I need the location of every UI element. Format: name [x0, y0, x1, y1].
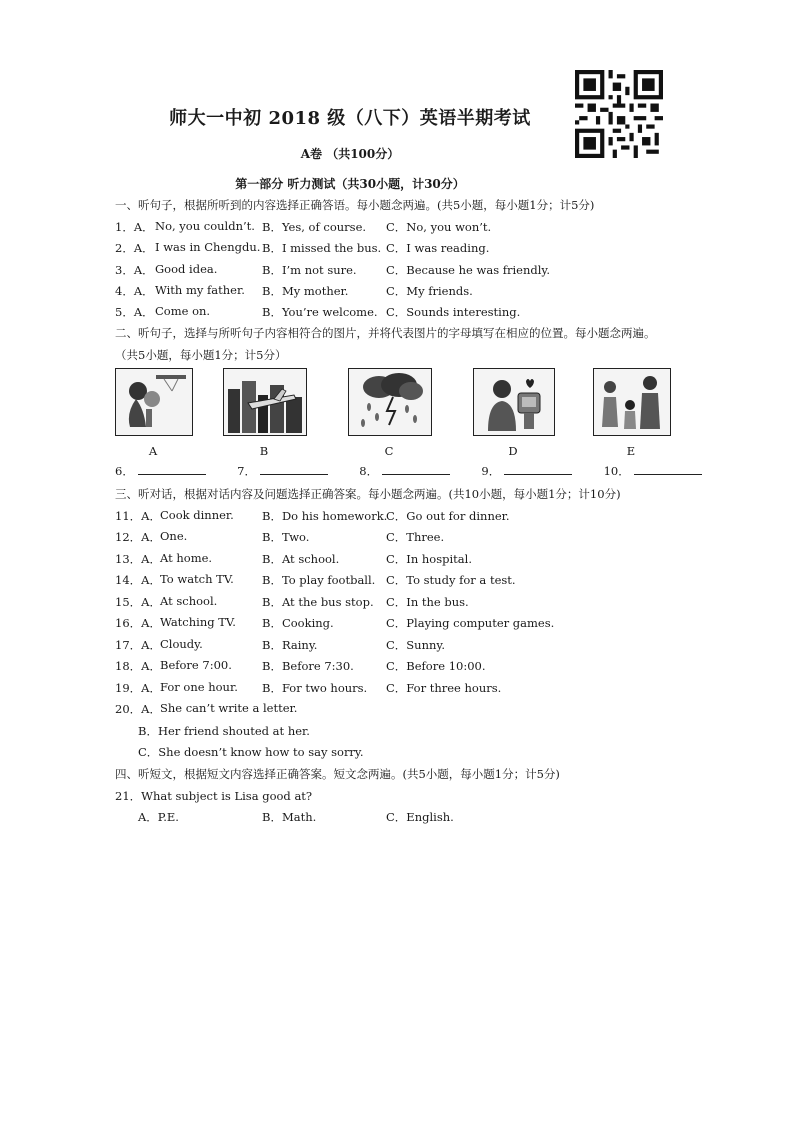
section2-instruction: 二、听句子，选择与所听句子内容相符合的图片，并将代表图片的字母填写在相应的位置。每小题念两遍。 — [115, 326, 656, 340]
blank-label-6: 6． — [115, 464, 134, 478]
question-21-stem: 21．What subject is Lisa good at? — [115, 789, 313, 803]
blank-label-9: 9． — [481, 464, 501, 478]
option-c[interactable]: C．For three hours. — [386, 681, 502, 695]
option-b[interactable]: B．Do his homework. — [262, 509, 388, 523]
question-4: 4．A． With my father. B．My mother. C．My friends. — [115, 283, 473, 298]
option-a[interactable]: A．P.E. — [138, 810, 179, 824]
option-b[interactable]: B．I missed the bus. — [262, 241, 382, 255]
question-16: 16．A． Watching TV. B．Cooking. C．Playing computer games. — [115, 615, 555, 630]
option-c[interactable]: C．Sunny. — [386, 638, 446, 652]
option-a[interactable]: I was in Chengdu. — [155, 240, 261, 254]
blank-label-8: 8． — [359, 464, 379, 478]
basketball-player-icon — [116, 369, 192, 435]
question-18: 18．A． Before 7:00. B．Before 7:30. C．Before 10:00. — [115, 658, 486, 673]
option-a[interactable]: Come on. — [155, 304, 211, 318]
option-c[interactable]: C．I was reading. — [386, 241, 490, 255]
option-b[interactable]: B．At the bus stop. — [262, 595, 374, 609]
option-c[interactable]: C．In hospital. — [386, 552, 472, 566]
option-c[interactable]: C．To study for a test. — [386, 573, 516, 587]
option-b[interactable]: B．To play football. — [262, 573, 376, 587]
answer-blank-9[interactable] — [504, 464, 572, 475]
picture-a — [115, 368, 193, 436]
picture-label-a: A — [148, 444, 158, 458]
question-1: 1．A． No, you couldn’t. B．Yes, of course. C．No, you won’t. — [115, 219, 492, 234]
section2-instruction-cont: （共5小题，每小题1分；计5分） — [115, 348, 287, 362]
picture-b — [223, 368, 307, 436]
answer-blanks — [115, 463, 702, 479]
option-c[interactable]: C．English. — [386, 810, 454, 824]
option-a[interactable]: For one hour. — [160, 680, 238, 694]
option-b[interactable]: B．My mother. — [262, 284, 349, 298]
picture-label-e: E — [626, 444, 636, 458]
option-c[interactable]: C．Playing computer games. — [386, 616, 555, 630]
family-icon — [594, 369, 670, 435]
option-a[interactable]: Before 7:00. — [160, 658, 232, 672]
storm-cloud-icon — [349, 369, 431, 435]
option-a[interactable]: One. — [160, 529, 188, 543]
question-21-options — [0, 809, 794, 825]
option-a[interactable]: At school. — [160, 594, 218, 608]
picture-c — [348, 368, 432, 436]
question-15: 15．A． At school. B．At the bus stop. C．In the bus. — [115, 594, 469, 609]
city-airplane-icon — [224, 369, 306, 435]
option-b[interactable]: B．I’m not sure. — [262, 263, 357, 277]
option-c[interactable]: C．Because he was friendly. — [386, 263, 551, 277]
option-c[interactable]: C．Three. — [386, 530, 445, 544]
section4-instruction: 四、听短文，根据短文内容选择正确答案。短文念两遍。(共5小题，每小题1分；计5分) — [115, 767, 560, 781]
option-b[interactable]: B．Cooking. — [262, 616, 334, 630]
option-b[interactable]: B．Rainy. — [262, 638, 318, 652]
question-14: 14．A． To watch TV. B．To play football. C．To study for a test. — [115, 572, 516, 587]
option-c[interactable]: C．Before 10:00. — [386, 659, 486, 673]
option-b[interactable]: B．You’re welcome. — [262, 305, 378, 319]
option-a[interactable]: She can’t write a letter. — [160, 701, 298, 715]
question-5: 5．A． Come on. B．You’re welcome. C．Sounds interesting. — [115, 304, 521, 319]
question-13: 13．A． At home. B．At school. C．In hospital. — [115, 551, 472, 566]
picture-options — [112, 368, 672, 458]
section3-instruction: 三、听对话，根据对话内容及问题选择正确答案。每小题念两遍。(共10小题，每小题1分；计10分) — [115, 487, 621, 501]
option-a[interactable]: No, you couldn’t. — [155, 219, 255, 233]
answer-blank-10[interactable] — [634, 464, 702, 475]
picture-label-d: D — [508, 444, 518, 458]
question-17: 17．A． Cloudy. B．Rainy. C．Sunny. — [115, 637, 446, 652]
option-b[interactable]: B．Before 7:30. — [262, 659, 354, 673]
part-one-title: 第一部分 听力测试（共30小题，计30分） — [235, 177, 465, 191]
question-2: 2．A． I was in Chengdu. B．I missed the bus. C．I was reading. — [115, 240, 490, 255]
option-b[interactable]: B．Math. — [262, 810, 317, 824]
option-a[interactable]: With my father. — [155, 283, 245, 297]
picture-label-b: B — [259, 444, 269, 458]
question-20: 20．A． She can’t write a letter. — [115, 701, 298, 716]
option-b[interactable]: B．At school. — [262, 552, 340, 566]
option-a[interactable]: To watch TV. — [160, 572, 234, 586]
option-b[interactable]: B．Yes, of course. — [262, 220, 367, 234]
answer-blank-6[interactable] — [138, 464, 206, 475]
picture-label-c: C — [384, 444, 394, 458]
blank-label-7: 7． — [237, 464, 256, 478]
answer-blank-7[interactable] — [260, 464, 328, 475]
blank-label-10: 10． — [603, 464, 630, 478]
question-20-option-c[interactable]: C．She doesn’t know how to say sorry. — [138, 745, 364, 759]
picture-d — [473, 368, 555, 436]
option-a[interactable]: At home. — [160, 551, 213, 565]
question-19: 19．A． For one hour. B．For two hours. C．For three hours. — [115, 680, 502, 695]
question-3: 3．A． Good idea. B．I’m not sure. C．Because he was friendly. — [115, 262, 551, 277]
option-c[interactable]: C．No, you won’t. — [386, 220, 492, 234]
answer-blank-8[interactable] — [382, 464, 450, 475]
option-a[interactable]: Good idea. — [155, 262, 218, 276]
option-c[interactable]: C．My friends. — [386, 284, 473, 298]
person-with-robot-icon — [474, 369, 554, 435]
option-b[interactable]: B．For two hours. — [262, 681, 368, 695]
option-a[interactable]: Cook dinner. — [160, 508, 234, 522]
section1-instruction: 一、听句子，根据所听到的内容选择正确答语。每小题念两遍。(共5小题，每小题1分；计5分) — [115, 198, 595, 212]
option-c[interactable]: C．In the bus. — [386, 595, 469, 609]
option-a[interactable]: Cloudy. — [160, 637, 203, 651]
option-a[interactable]: Watching TV. — [160, 615, 236, 629]
option-c[interactable]: C．Go out for dinner. — [386, 509, 510, 523]
picture-e — [593, 368, 671, 436]
paper-a-subtitle: A卷 （共100分） — [300, 147, 400, 161]
page-title: 师大一中初 2018 级（八下）英语半期考试 — [169, 108, 531, 129]
question-11: 11．A． Cook dinner. B．Do his homework. C．Go out for dinner. — [115, 508, 510, 523]
option-b[interactable]: B．Two. — [262, 530, 310, 544]
question-12: 12．A． One. B．Two. C．Three. — [115, 529, 445, 544]
option-c[interactable]: C．Sounds interesting. — [386, 305, 521, 319]
question-20-option-b[interactable]: B．Her friend shouted at her. — [138, 724, 310, 738]
